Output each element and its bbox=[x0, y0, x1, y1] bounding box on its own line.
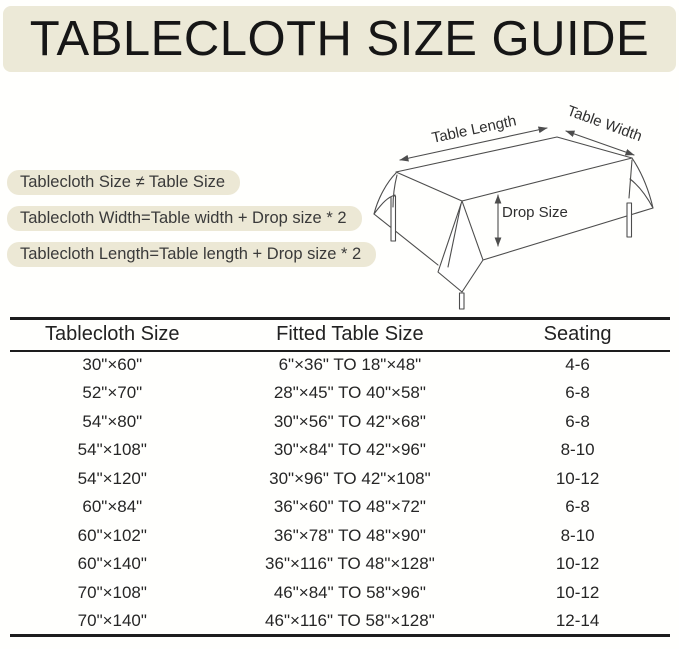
page-title: TABLECLOTH SIZE GUIDE bbox=[29, 12, 650, 66]
fitted-size-cell: 46"×84" TO 58"×96" bbox=[273, 582, 426, 602]
seating-cell: 10-12 bbox=[555, 554, 600, 574]
table-row bbox=[10, 607, 670, 636]
fitted-size-cell: 36"×116" TO 48"×128" bbox=[265, 554, 435, 574]
size-table-header-row bbox=[10, 319, 670, 351]
table-row bbox=[10, 465, 670, 494]
tablecloth-size-cell: 54"×120" bbox=[77, 468, 147, 488]
note-text: Tablecloth Length=Table length + Drop size * 2 bbox=[20, 245, 362, 263]
column-header-fitted-table-size: Fitted Table Size bbox=[215, 319, 486, 351]
cloth-center-drape bbox=[438, 201, 483, 292]
table-row bbox=[10, 493, 670, 522]
seating-cell: 6-8 bbox=[565, 497, 590, 517]
fitted-size-cell: 36"×60" TO 48"×72" bbox=[273, 497, 426, 517]
fitted-size-cell: 30"×96" TO 42"×108" bbox=[269, 468, 431, 488]
tablecloth-size-cell: 30"×60" bbox=[82, 355, 143, 375]
table-row bbox=[10, 579, 670, 608]
tablecloth-size-cell: 70"×108" bbox=[77, 582, 147, 602]
table-row bbox=[10, 436, 670, 465]
size-table-body bbox=[10, 351, 670, 636]
table-length-label: Table Length bbox=[430, 112, 518, 147]
tablecloth-size-cell: 60"×84" bbox=[82, 497, 143, 517]
table-row bbox=[10, 351, 670, 380]
title-banner bbox=[3, 6, 676, 72]
table-row bbox=[10, 522, 670, 551]
seating-cell: 8-10 bbox=[560, 440, 595, 460]
seating-cell: 6-8 bbox=[565, 411, 590, 431]
seating-cell: 10-12 bbox=[555, 468, 600, 488]
fitted-size-cell: 30"×84" TO 42"×96" bbox=[273, 440, 426, 460]
cloth-corner-right bbox=[630, 158, 653, 208]
tablecloth-size-cell: 54"×80" bbox=[82, 411, 143, 431]
note-size-inequality bbox=[7, 170, 240, 195]
tablecloth-diagram bbox=[360, 95, 679, 325]
seating-cell: 6-8 bbox=[565, 383, 590, 403]
table-row bbox=[10, 379, 670, 408]
tablecloth-size-cell: 60"×102" bbox=[77, 525, 147, 545]
table-width-label: Table Width bbox=[564, 102, 645, 146]
column-header-tablecloth-size: Tablecloth Size bbox=[10, 319, 215, 351]
seating-cell: 8-10 bbox=[560, 525, 595, 545]
tablecloth-size-cell: 70"×140" bbox=[10, 607, 215, 636]
note-text: Tablecloth Width=Table width + Drop size * 2 bbox=[20, 209, 347, 227]
table-leg-right bbox=[627, 203, 632, 237]
seating-cell: 4-6 bbox=[565, 355, 590, 375]
size-table bbox=[10, 317, 670, 637]
fitted-size-cell: 36"×78" TO 48"×90" bbox=[273, 525, 426, 545]
cloth-hem-left bbox=[374, 214, 438, 265]
fitted-size-cell: 30"×56" TO 42"×68" bbox=[273, 411, 426, 431]
drop-size-label: Drop Size bbox=[502, 204, 568, 221]
tablecloth-size-cell: 52"×70" bbox=[82, 383, 143, 403]
note-width-formula bbox=[7, 206, 362, 231]
table-row bbox=[10, 550, 670, 579]
seating-cell: 10-12 bbox=[555, 582, 600, 602]
tablecloth-size-cell: 60"×140" bbox=[77, 554, 147, 574]
fitted-size-cell: 46"×116" TO 58"×128" bbox=[215, 607, 486, 636]
note-length-formula bbox=[7, 242, 376, 267]
fitted-size-cell: 6"×36" TO 18"×48" bbox=[278, 355, 422, 375]
seating-cell: 12-14 bbox=[485, 607, 670, 636]
note-text: Tablecloth Size ≠ Table Size bbox=[20, 173, 226, 191]
table-top bbox=[396, 137, 632, 201]
table-row bbox=[10, 408, 670, 437]
tablecloth-size-cell: 54"×108" bbox=[77, 440, 147, 460]
fitted-size-cell: 28"×45" TO 40"×58" bbox=[273, 383, 426, 403]
column-header-seating: Seating bbox=[485, 319, 670, 351]
table-leg-center bbox=[460, 293, 465, 309]
